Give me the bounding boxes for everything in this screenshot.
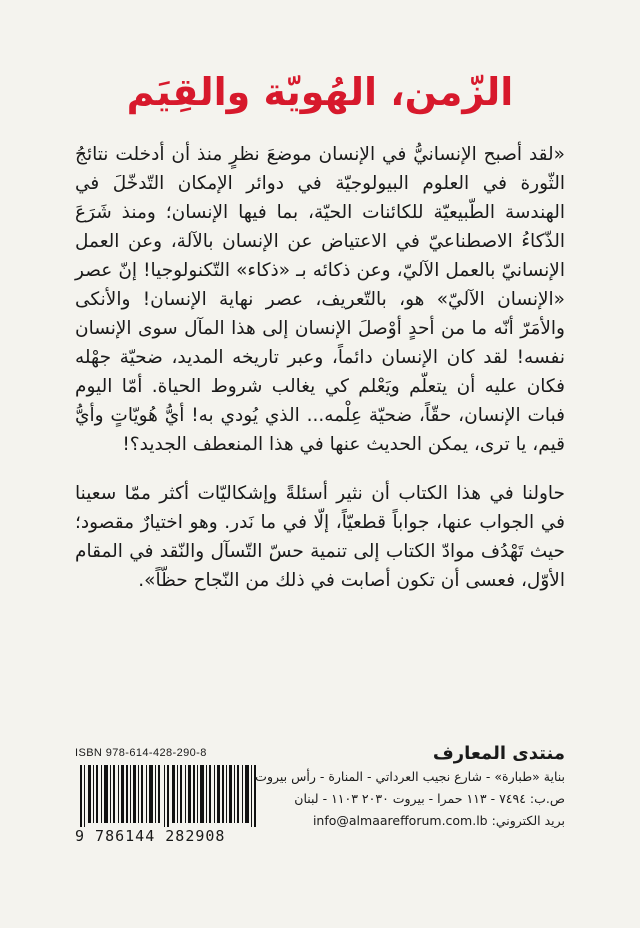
isbn-label: ISBN 978-614-428-290-8	[75, 747, 207, 759]
publisher-name: منتدى المعارف	[432, 743, 565, 764]
blurb-paragraph-2: حاولنا في هذا الكتاب أن نثير أسئلةً وإشكاليّات أكثر ممّا سعينا في الجواب عنها، جواباً قطعيّاً، إلّا في ما نَدر. وهو اختيارٌ مقصود؛ حيث تَهْدُف موادّ الكتاب إلى تنمية حسّ التّسآل والنّقد في المقام الأوّل، فعسى أن تكون أصابت في ذلك من النّجاح حظّاً».	[75, 483, 565, 591]
publisher-email-line	[235, 810, 565, 832]
email-label: بريد الكتروني:	[491, 813, 565, 828]
email-address: info@almaarefforum.com.lb	[312, 813, 488, 828]
barcode-number: 9 786144 282908	[75, 827, 226, 845]
publisher-address: بناية «طبارة» - شارع نجيب العرداتي - المنارة - رأس بيروت	[255, 769, 565, 784]
publisher-info	[235, 742, 565, 832]
publisher-pobox: ص.ب: ٧٤٩٤ - ١١٣ حمرا - بيروت ٢٠٣٠ ١١٠٣ - لبنان	[294, 791, 565, 806]
book-title: الزّمن، الهُويّة والقِيَم	[126, 70, 514, 114]
blurb	[75, 140, 565, 595]
blurb-paragraph-1: «لقد أصبح الإنسانيُّ في الإنسان موضعَ نظرٍ منذ أن أدخلت نتائجُ الثّورة في العلوم البيولوجيّة في دوائر الإمكان التّدخّلَ في الهندسة الطّبيعيّة للكائنات الحيّة، بما فيها الإنسان؛ ومنذ شَرَعَ الذّكاءُ الاصطناعيّ في الاعتياض عن الإنسان بالآلة، وعن العمل الإنسانيّ بالعمل الآليّ، وعن ذكائه بـ «ذكاء» التّكنولوجيا! إنّ عصر «الإنسان الآليّ» هو، بالتّعريف، عصر نهاية الإنسان! والأنكى والأمَرّ أنّه ما من أحدٍ أوْصلَ الإنسان إلى هذا المآل سوى الإنسان نفسه! لقد كان الإنسان دائماً، وعبر تاريخه المديد، ضحيّة جهْله فكان عليه أن يتعلّم ويَعْلم كي يغالب شروط الحياة. أمّا اليوم فبات الإنسان، حقّاً، ضحيّة عِلْمه... الذي يُودي به! أيُّ هُويّاتٍ وأيُّ قيم، يا ترى، يمكن الحديث عنها في هذا المنعطف الجديد؟!	[75, 144, 565, 455]
